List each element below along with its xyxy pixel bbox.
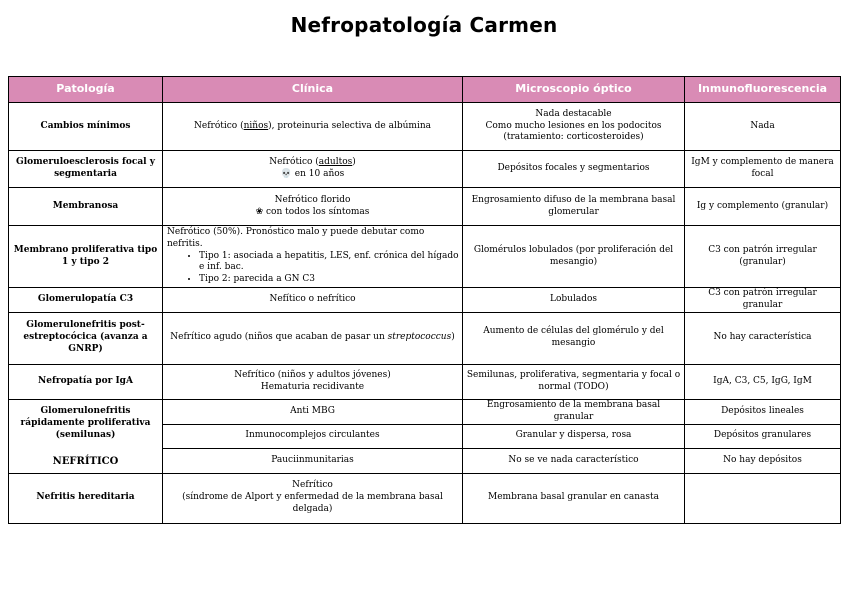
- table-row: [9, 288, 841, 313]
- row-clinica: Nefítico o nefrítico: [163, 288, 463, 313]
- header-microscopio: Microscopio óptico: [463, 77, 685, 103]
- row-microscopio: Engrosamiento de la membrana basal granular: [463, 399, 685, 424]
- row-pathology: Glomeruloesclerosis focal y segmentaria: [9, 151, 163, 188]
- page-title: Nefropatología Carmen: [290, 13, 558, 37]
- row-inmunofluorescencia: No hay característica: [685, 312, 841, 364]
- header-clinica: Clínica: [163, 77, 463, 103]
- row-inmunofluorescencia: Ig y complemento (granular): [685, 188, 841, 226]
- table-row: [9, 226, 841, 288]
- row-microscopio: Granular y dispersa, rosa: [463, 424, 685, 448]
- row-microscopio: Engrosamiento difuso de la membrana basal glomerular: [463, 188, 685, 226]
- row-pathology: Nefritis hereditaria: [9, 473, 163, 523]
- header-patologia: Patología: [9, 77, 163, 103]
- row-clinica: Nefrótico florido ❀ con todos los síntomas: [163, 188, 463, 226]
- table-row: [9, 473, 841, 523]
- row-microscopio: Aumento de células del glomérulo y del mesangio: [463, 312, 685, 364]
- row-inmunofluorescencia: C3 con patrón irregular granular: [685, 288, 841, 313]
- table-row: [9, 399, 841, 424]
- row-pathology: Glomerulopatía C3: [9, 288, 163, 313]
- row-microscopio: Nada destacable Como mucho lesiones en los podocitos (tratamiento: corticosteroides): [463, 103, 685, 151]
- pathology-table: [8, 76, 841, 524]
- row-clinica: Anti MBG: [163, 399, 463, 424]
- row-inmunofluorescencia: No hay depósitos: [685, 448, 841, 473]
- row-pathology: Cambios mínimos: [9, 103, 163, 151]
- row-inmunofluorescencia: Nada: [685, 103, 841, 151]
- row-clinica: Nefrótico (adultos) 💀 en 10 años: [163, 151, 463, 188]
- table-row: [9, 103, 841, 151]
- table-row: [9, 364, 841, 399]
- row-clinica: Nefrítico agudo (niños que acaban de pasar un streptococcus): [163, 312, 463, 364]
- row-inmunofluorescencia: [685, 473, 841, 523]
- row-clinica: Nefrítico (niños y adultos jóvenes) Hematuria recidivante: [163, 364, 463, 399]
- row-clinica: Nefrótico (niños), proteinuria selectiva de albúmina: [163, 103, 463, 151]
- bullet-list: [167, 251, 459, 287]
- row-microscopio: No se ve nada característico: [463, 448, 685, 473]
- row-pathology: Glomerulonefritis rápidamente proliferativa (semilunas) NEFRÍTICO: [9, 399, 163, 473]
- row-pathology: Membranosa: [9, 188, 163, 226]
- table-row: [9, 188, 841, 226]
- row-clinica: Inmunocomplejos circulantes: [163, 424, 463, 448]
- row-microscopio: Membrana basal granular en canasta: [463, 473, 685, 523]
- row-clinica: Nefrítico (síndrome de Alport y enfermedad de la membrana basal delgada): [163, 473, 463, 523]
- row-inmunofluorescencia: IgM y complemento de manera focal: [685, 151, 841, 188]
- row-microscopio: Depósitos focales y segmentarios: [463, 151, 685, 188]
- row-microscopio: Glomérulos lobulados (por proliferación del mesangio): [463, 226, 685, 288]
- row-microscopio: Semilunas, proliferativa, segmentaria y focal o normal (TODO): [463, 364, 685, 399]
- row-pathology: Nefropatía por IgA: [9, 364, 163, 399]
- header-row: [9, 77, 841, 103]
- row-clinica: Nefrótico (50%). Pronóstico malo y puede debutar como nefritis. • Tipo 1: asociada a hepatitis, LES, enf. crónica del hígado e inf. bac. • Tipo 2: parecida a GN C3: [163, 226, 463, 288]
- row-pathology: Glomerulonefritis post-estreptocócica (avanza a GNRP): [9, 312, 163, 364]
- row-inmunofluorescencia: IgA, C3, C5, IgG, IgM: [685, 364, 841, 399]
- row-inmunofluorescencia: Depósitos lineales: [685, 399, 841, 424]
- table-row: [9, 151, 841, 188]
- row-microscopio: Lobulados: [463, 288, 685, 313]
- row-clinica: Pauciinmunitarias: [163, 448, 463, 473]
- header-inmunofluorescencia: Inmunofluorescencia: [685, 77, 841, 103]
- row-inmunofluorescencia: C3 con patrón irregular (granular): [685, 226, 841, 288]
- list-item: • Tipo 2: parecida a GN C3: [199, 274, 459, 286]
- table-row: [9, 312, 841, 364]
- list-item: • Tipo 1: asociada a hepatitis, LES, enf. crónica del hígado e inf. bac.: [199, 251, 459, 275]
- row-inmunofluorescencia: Depósitos granulares: [685, 424, 841, 448]
- row-pathology: Membrano proliferativa tipo 1 y tipo 2: [9, 226, 163, 288]
